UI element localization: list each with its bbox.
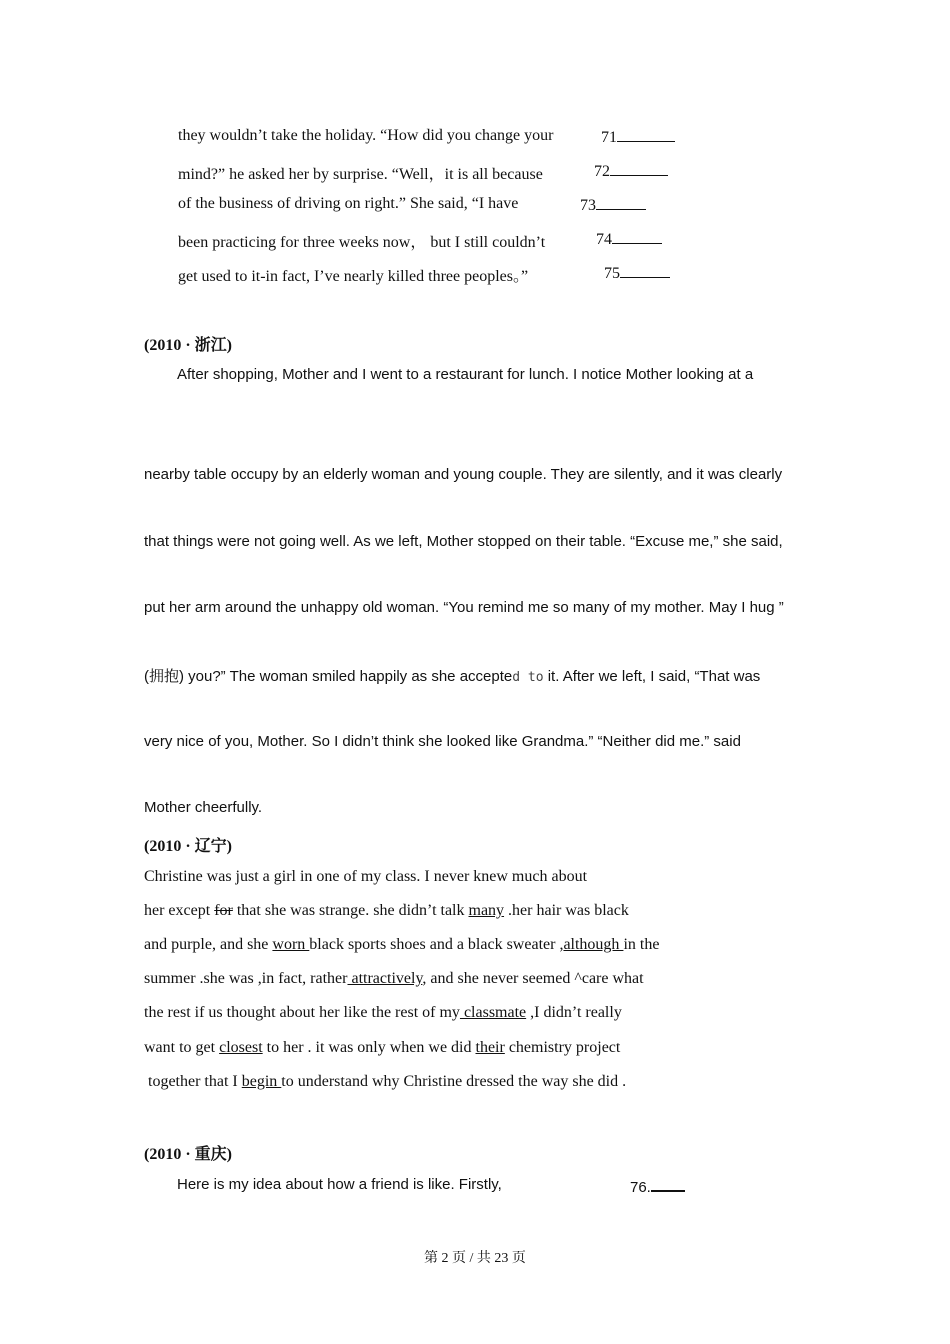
text-run-mono: d to <box>512 670 544 685</box>
passage-line <box>144 1004 622 1022</box>
passage-line <box>144 665 760 686</box>
underlined-word: closest <box>219 1039 263 1056</box>
passage-line: that things were not going well. As we left, Mother stopped on their table. “Excuse me,” she said, <box>144 533 783 550</box>
text-run: summer .she was ,in fact, rather <box>144 970 348 987</box>
text-run: , and she never seemed ^care what <box>422 970 644 987</box>
answer-blank[interactable] <box>610 161 668 176</box>
text-run: ,I didn’t really <box>526 1004 622 1021</box>
underlined-word: their <box>475 1039 505 1056</box>
answer-number: 74 <box>596 231 612 248</box>
text-run: in the <box>623 936 660 953</box>
passage-line <box>144 1073 626 1091</box>
answer-blank[interactable] <box>651 1176 685 1192</box>
answer-number: 71 <box>601 129 617 146</box>
underlined-word: many <box>468 902 505 919</box>
passage-line <box>144 902 629 920</box>
text-run: (拥抱) you?” The woman smiled happily as she accepte <box>144 668 513 685</box>
passage-line: After shopping, Mother and I went to a restaurant for lunch. I notice Mother looking at a <box>177 366 754 383</box>
answer-slot-75 <box>604 263 670 283</box>
passage-line <box>144 936 659 954</box>
answer-number: 72 <box>594 163 610 180</box>
passage-line: nearby table occupy by an elderly woman and young couple. They are silently, and it was clearly <box>144 466 783 483</box>
page-footer: 第 2 页 / 共 23 页 <box>424 1251 526 1266</box>
passage-line: mind?” he asked her by surprise. “Well，it is all because <box>178 166 543 183</box>
passage-line: Mother cheerfully. <box>144 799 263 816</box>
answer-blank[interactable] <box>617 127 675 142</box>
passage-line: been practicing for three weeks now， but I still couldn’t <box>178 234 546 251</box>
answer-blank[interactable] <box>620 263 670 278</box>
answer-slot-74 <box>596 229 662 249</box>
underlined-word: classmate <box>459 1004 527 1021</box>
answer-slot-76 <box>630 1176 685 1196</box>
passage-line: put her arm around the unhappy old woman. “You remind me so many of my mother. May I hug ” <box>144 599 784 616</box>
answer-number: 76. <box>630 1179 651 1196</box>
text-run: and purple, and she <box>144 936 273 953</box>
section-heading-liaoning: (2010 · 辽宁) <box>144 838 232 855</box>
underlined-word: although <box>563 936 624 953</box>
underlined-word: worn <box>272 936 310 953</box>
text-run: black sports shoes and a black sweater , <box>309 936 564 953</box>
answer-slot-73 <box>580 195 646 215</box>
text-run: together that I <box>144 1073 242 1090</box>
answer-number: 75 <box>604 265 620 282</box>
section-heading-zhejiang: (2010 · 浙江) <box>144 337 232 354</box>
passage-line: Christine was just a girl in one of my class. I never knew much about <box>144 868 588 885</box>
passage-line: of the business of driving on right.” She said, “I have <box>178 195 519 212</box>
text-run: her except <box>144 902 215 919</box>
passage-line <box>144 970 644 988</box>
text-run: it. After we left, I said, “That was <box>543 668 761 685</box>
struck-word: for <box>214 902 233 919</box>
text-run: the rest if us thought about her like the rest of my <box>144 1004 460 1021</box>
answer-blank[interactable] <box>612 229 662 244</box>
answer-slot-72 <box>594 161 668 181</box>
section-heading-chongqing: (2010 · 重庆) <box>144 1146 232 1163</box>
passage-line: Here is my idea about how a friend is like. Firstly, <box>177 1176 502 1193</box>
text-run: to her . it was only when we did <box>262 1039 476 1056</box>
underlined-word: attractively <box>347 970 423 987</box>
text-run: chemistry project <box>504 1039 621 1056</box>
passage-line: very nice of you, Mother. So I didn’t think she looked like Grandma.” “Neither did me.” said <box>144 733 741 750</box>
answer-blank[interactable] <box>596 195 646 210</box>
passage-line: they wouldn’t take the holiday. “How did you change your <box>178 127 554 144</box>
underlined-word: begin <box>241 1073 282 1090</box>
passage-line: get used to it-in fact, I’ve nearly killed three peoples。” <box>178 268 529 285</box>
passage-line <box>144 1039 620 1057</box>
answer-slot-71 <box>601 127 675 147</box>
answer-number: 73 <box>580 197 596 214</box>
text-run: .her hair was black <box>504 902 629 919</box>
text-run: to understand why Christine dressed the way she did . <box>281 1073 627 1090</box>
text-run: that she was strange. she didn’t talk <box>232 902 469 919</box>
text-run: want to get <box>144 1039 220 1056</box>
